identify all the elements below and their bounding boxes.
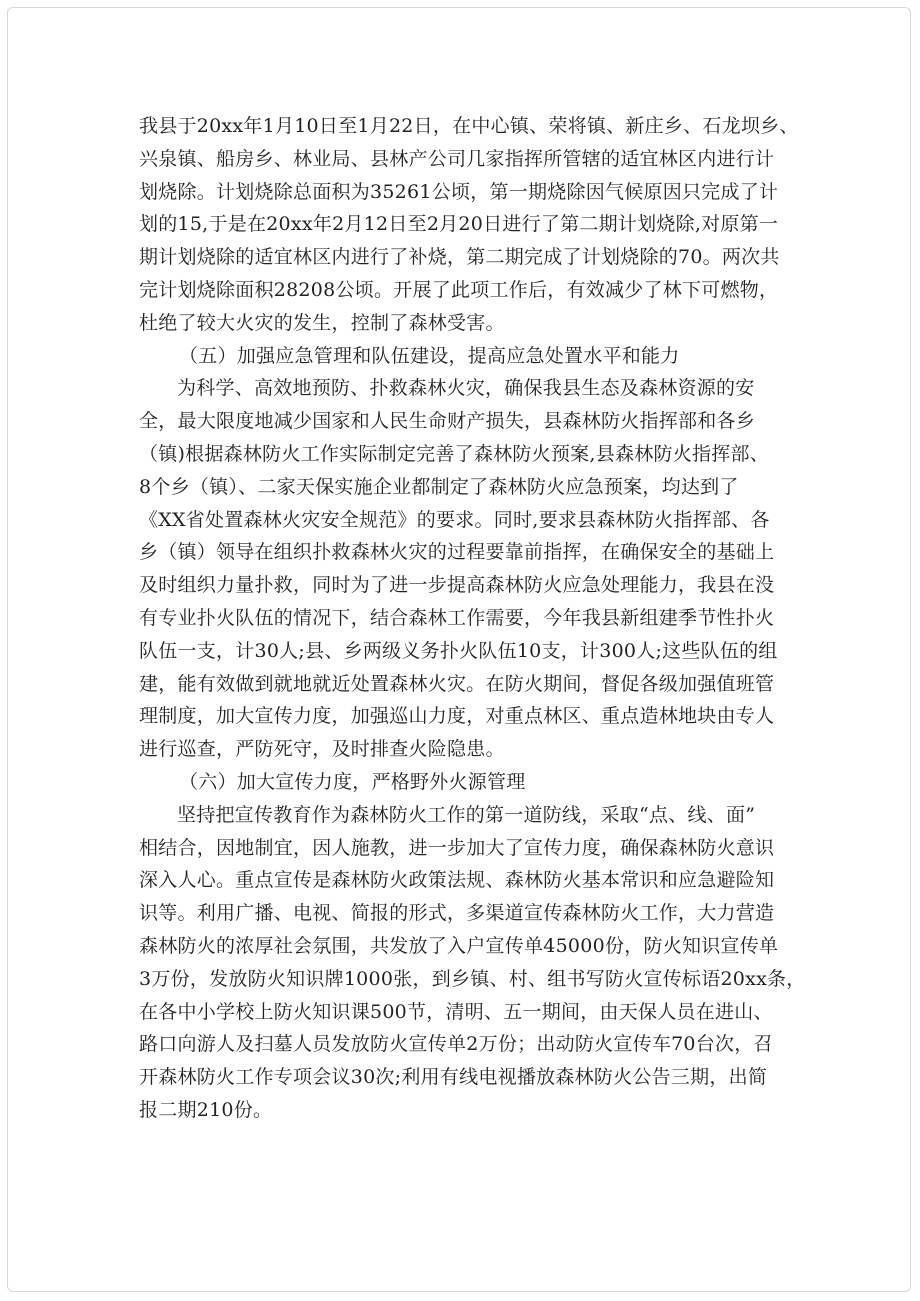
text-line: 我县于20xx年1月10日至1月22日，在中心镇、荣将镇、新庄乡、石龙坝乡、 xyxy=(139,115,799,137)
text-line: 相结合，因地制宜，因人施教，进一步加大了宣传力度，确保森林防火意识 xyxy=(139,836,775,859)
paragraph-emergency-management xyxy=(139,372,799,766)
text-line: 完计划烧除面积28208公顷。开展了此项工作后，有效减少了林下可燃物， xyxy=(139,278,779,301)
text-line: 队伍一支，计30人;县、乡两级义务扑火队伍10支，计300人;这些队伍的组 xyxy=(139,639,778,662)
paragraph-planned-burning xyxy=(139,110,799,340)
text-line: （镇)根据森林防火工作实际制定完善了森林防火预案,县森林防火指挥部、 xyxy=(139,442,769,465)
section-heading-6 xyxy=(139,766,799,799)
heading-line: （五）加强应急管理和队伍建设，提高应急处置水平和能力 xyxy=(179,344,680,367)
text-line: 3万份，发放防火知识牌1000张，到乡镇、村、组书写防火宣传标语20xx条， xyxy=(139,967,806,990)
text-line: 建，能有效做到就地就近处置森林火灾。在防火期间，督促各级加强值班管 xyxy=(139,672,775,695)
text-line: 报二期210份。 xyxy=(139,1098,273,1121)
text-line: 路口向游人及扫墓人员发放防火宣传单2万份；出动防火宣传车70台次，召 xyxy=(139,1033,773,1056)
paragraph-publicity xyxy=(139,799,806,1127)
text-line: 及时组织力量扑救，同时为了进一步提高森林防火应急处理能力，我县在没 xyxy=(139,574,775,597)
text-line: 在各中小学校上防火知识课500节，清明、五一期间，由天保人员在进山、 xyxy=(139,1000,773,1023)
text-line: 理制度，加大宣传力度，加强巡山力度，对重点林区、重点造林地块由专人 xyxy=(139,705,775,728)
text-line: 划烧除。计划烧除总面积为35261公顷，第一期烧除因气候原因只完成了计 xyxy=(139,180,779,203)
text-line: 杜绝了较大火灾的发生，控制了森林受害。 xyxy=(139,311,505,334)
text-line: 深入人心。重点宣传是森林防火政策法规、森林防火基本常识和应急避险知 xyxy=(139,869,775,892)
text-line: 进行巡查，严防死守，及时排查火险隐患。 xyxy=(139,738,505,761)
text-line: 兴泉镇、船房乡、林业局、县林产公司几家指挥所管辖的适宜林区内进行计 xyxy=(139,147,775,170)
text-line: 有专业扑火队伍的情况下，结合森林工作需要，今年我县新组建季节性扑火 xyxy=(139,606,775,629)
text-line: 开森林防火工作专项会议30次;利用有线电视播放森林防火公告三期，出简 xyxy=(139,1066,768,1089)
section-heading-5 xyxy=(139,340,799,373)
text-line: 乡（镇）领导在组织扑救森林火灾的过程要靠前指挥，在确保安全的基础上 xyxy=(139,541,775,564)
text-line: 全，最大限度地减少国家和人民生命财产损失，县森林防火指挥部和各乡 xyxy=(139,410,756,433)
text-line: 坚持把宣传教育作为森林防火工作的第一道防线，采取“点、线、面” xyxy=(177,803,756,826)
text-line: 为科学、高效地预防、扑救森林火灾，确保我县生态及森林资源的安 xyxy=(177,377,755,400)
text-line: 《XX省处置森林火灾安全规范》的要求。同时,要求县森林防火指挥部、各 xyxy=(139,508,770,531)
heading-line: （六）加大宣传力度，严格野外火源管理 xyxy=(179,770,526,793)
text-line: 期计划烧除的适宜林区内进行了补烧，第二期完成了计划烧除的70。两次共 xyxy=(139,246,780,269)
document-body xyxy=(139,110,806,1127)
text-line: 森林防火的浓厚社会氛围，共发放了入户宣传单45000份，防火知识宣传单 xyxy=(139,934,779,957)
text-line: 8个乡（镇）、二家天保实施企业都制定了森林防火应急预案，均达到了 xyxy=(139,475,739,498)
text-line: 划的15,于是在20xx年2月12日至2月20日进行了第二期计划烧除,对原第一 xyxy=(139,213,779,236)
text-line: 识等。利用广播、电视、简报的形式，多渠道宣传森林防火工作，大力营造 xyxy=(139,902,775,925)
